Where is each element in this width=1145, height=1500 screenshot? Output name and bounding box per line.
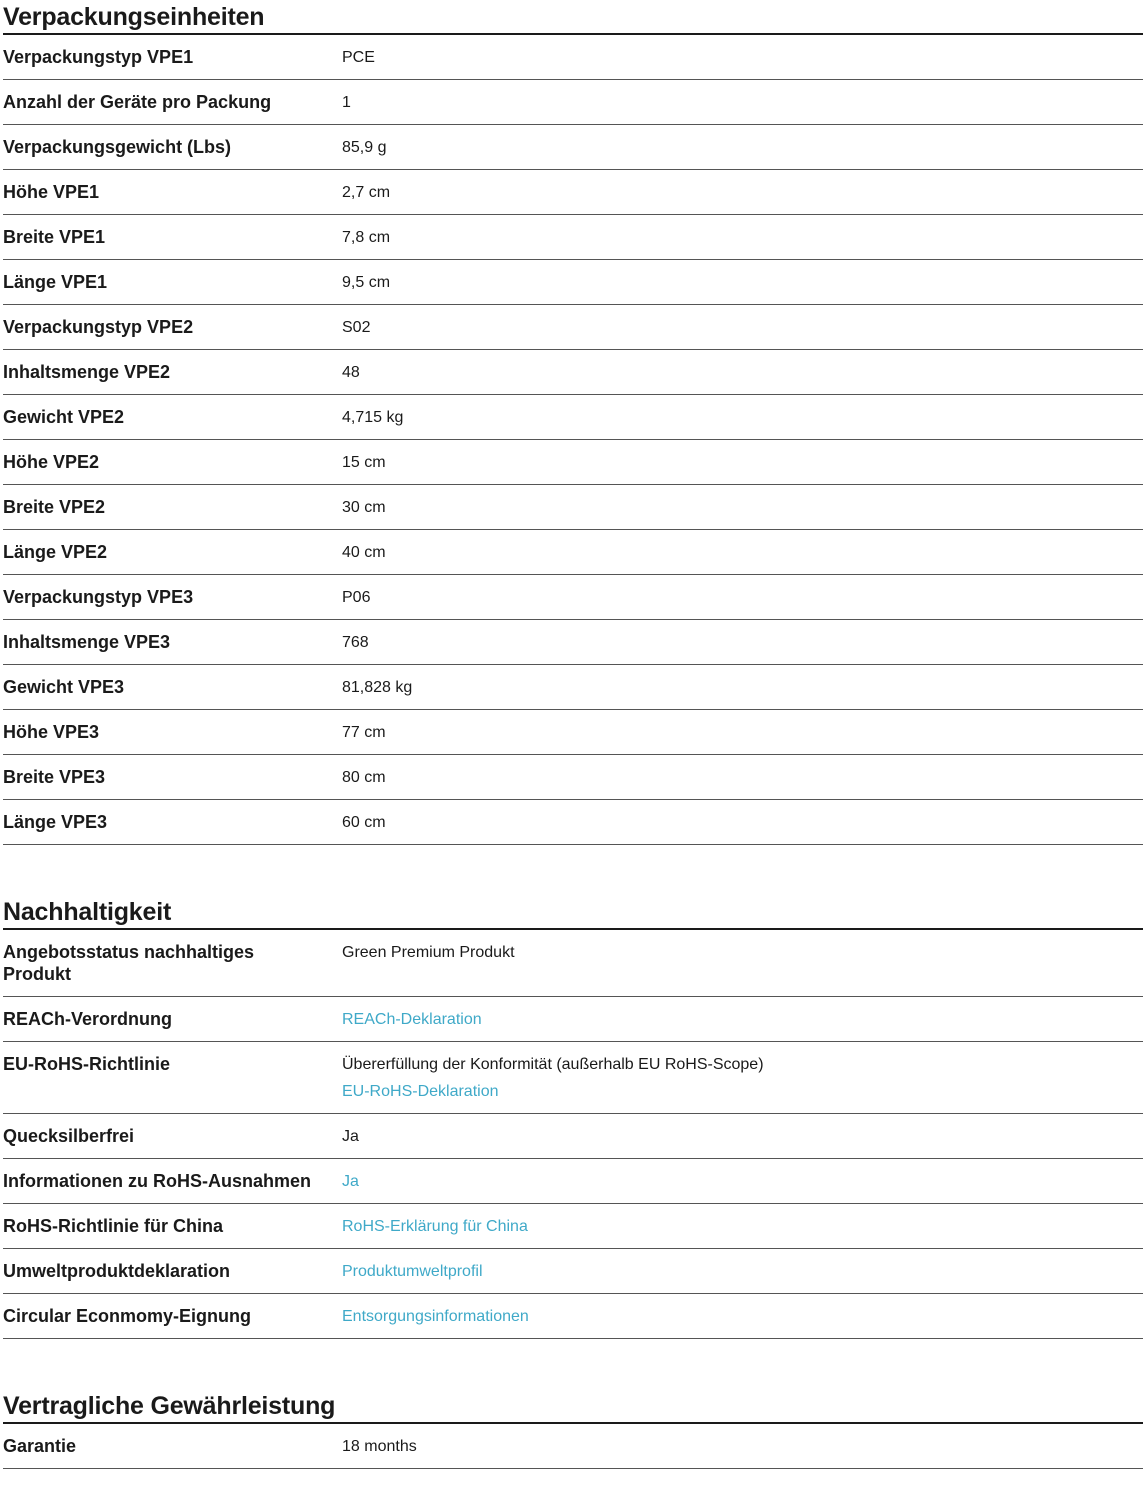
spec-label: EU-RoHS-Richtlinie xyxy=(3,1054,171,1074)
spec-label: Garantie xyxy=(3,1436,77,1456)
spec-label: Breite VPE2 xyxy=(3,497,106,517)
spec-value-cell xyxy=(342,91,1143,113)
spec-value-cell xyxy=(342,271,1143,293)
spec-row xyxy=(3,710,1143,755)
spec-value-cell xyxy=(342,1008,1143,1030)
spec-value-cell xyxy=(342,406,1143,428)
spec-label: Länge VPE2 xyxy=(3,542,108,562)
spec-label: Inhaltsmenge VPE2 xyxy=(3,362,171,382)
spec-row xyxy=(3,997,1143,1042)
spec-value-cell xyxy=(342,316,1143,338)
spec-row xyxy=(3,260,1143,305)
spec-row xyxy=(3,800,1143,845)
spec-section xyxy=(3,897,1143,1339)
spec-value: 77 cm xyxy=(342,724,386,741)
section-rows xyxy=(3,1424,1143,1469)
spec-row xyxy=(3,1114,1143,1159)
spec-link[interactable]: EU-RoHS-Deklaration xyxy=(342,1083,499,1100)
spec-row xyxy=(3,930,1143,997)
spec-value: 4,715 kg xyxy=(342,409,404,426)
spec-row xyxy=(3,755,1143,800)
spec-value-cell xyxy=(342,1215,1143,1237)
spec-row xyxy=(3,665,1143,710)
spec-label: Verpackungstyp VPE1 xyxy=(3,47,194,67)
section-title: Nachhaltigkeit xyxy=(3,897,1143,930)
spec-value: Green Premium Produkt xyxy=(342,944,515,961)
spec-row xyxy=(3,35,1143,80)
spec-row xyxy=(3,1042,1143,1114)
spec-value: 15 cm xyxy=(342,454,386,471)
spec-row xyxy=(3,530,1143,575)
spec-label: Quecksilberfrei xyxy=(3,1126,135,1146)
spec-value-cell xyxy=(342,136,1143,158)
spec-row xyxy=(3,1424,1143,1469)
spec-label: Umweltproduktdeklaration xyxy=(3,1261,231,1281)
spec-label: Circular Econmomy-Eignung xyxy=(3,1306,252,1326)
spec-value-cell xyxy=(342,586,1143,608)
spec-link[interactable]: Entsorgungsinformationen xyxy=(342,1308,529,1325)
spec-value: 1 xyxy=(342,94,351,111)
spec-row xyxy=(3,80,1143,125)
spec-value: 768 xyxy=(342,634,369,651)
spec-value: 40 cm xyxy=(342,544,386,561)
spec-label: Verpackungstyp VPE3 xyxy=(3,587,194,607)
spec-value: 80 cm xyxy=(342,769,386,786)
spec-value: 85,9 g xyxy=(342,139,387,156)
spec-value-cell xyxy=(342,631,1143,653)
spec-label: Verpackungsgewicht (Lbs) xyxy=(3,137,232,157)
spec-value-cell xyxy=(342,451,1143,473)
section-title: Vertragliche Gewährleistung xyxy=(3,1391,1143,1424)
spec-row xyxy=(3,350,1143,395)
spec-label: RoHS-Richtlinie für China xyxy=(3,1216,223,1236)
spec-value-cell xyxy=(342,1435,1143,1457)
spec-row xyxy=(3,620,1143,665)
spec-value-cell xyxy=(342,1125,1143,1147)
spec-row xyxy=(3,485,1143,530)
spec-value: 2,7 cm xyxy=(342,184,391,201)
spec-value: 60 cm xyxy=(342,814,386,831)
spec-label: Anzahl der Geräte pro Packung xyxy=(3,92,272,112)
spec-row xyxy=(3,305,1143,350)
spec-label: REACh-Verordnung xyxy=(3,1009,172,1029)
spec-value-cell xyxy=(342,361,1143,383)
spec-value-cell xyxy=(342,541,1143,563)
spec-value: 7,8 cm xyxy=(342,229,391,246)
spec-label: Breite VPE1 xyxy=(3,227,106,247)
spec-label: Höhe VPE1 xyxy=(3,182,100,202)
spec-label: Länge VPE3 xyxy=(3,812,108,832)
spec-label: Angebotsstatus nachhaltiges Produkt xyxy=(3,942,255,984)
spec-value-cell xyxy=(342,226,1143,248)
spec-value-cell xyxy=(342,676,1143,698)
spec-row xyxy=(3,170,1143,215)
spec-section xyxy=(3,2,1143,845)
spec-value: 9,5 cm xyxy=(342,274,391,291)
spec-value-cell xyxy=(342,941,1143,963)
spec-label: Breite VPE3 xyxy=(3,767,106,787)
spec-row xyxy=(3,440,1143,485)
section-title: Verpackungseinheiten xyxy=(3,2,1143,35)
spec-value: 81,828 kg xyxy=(342,679,413,696)
spec-value-cell xyxy=(342,1170,1143,1192)
spec-row xyxy=(3,1249,1143,1294)
section-rows xyxy=(3,35,1143,845)
spec-value-cell xyxy=(342,1260,1143,1282)
spec-row xyxy=(3,395,1143,440)
spec-row xyxy=(3,215,1143,260)
spec-value: PCE xyxy=(342,49,375,66)
spec-label: Gewicht VPE2 xyxy=(3,407,125,427)
spec-label: Länge VPE1 xyxy=(3,272,108,292)
spec-link[interactable]: Produktumweltprofil xyxy=(342,1263,483,1280)
spec-value-cell xyxy=(342,181,1143,203)
spec-value: 48 xyxy=(342,364,360,381)
spec-section xyxy=(3,1391,1143,1469)
spec-value-cell xyxy=(342,766,1143,788)
spec-label: Höhe VPE3 xyxy=(3,722,100,742)
spec-value-cell xyxy=(342,496,1143,518)
spec-value-cell xyxy=(342,1053,1143,1102)
spec-row xyxy=(3,1294,1143,1339)
spec-value: S02 xyxy=(342,319,371,336)
spec-value: 18 months xyxy=(342,1438,417,1455)
spec-value: 30 cm xyxy=(342,499,386,516)
spec-value-cell xyxy=(342,721,1143,743)
spec-value: Übererfüllung der Konformität (außerhalb EU RoHS-Scope) xyxy=(342,1056,764,1073)
spec-value-cell xyxy=(342,46,1143,68)
section-rows xyxy=(3,930,1143,1339)
spec-value-cell xyxy=(342,1305,1143,1327)
spec-value: P06 xyxy=(342,589,371,606)
spec-label: Informationen zu RoHS-Ausnahmen xyxy=(3,1171,312,1191)
spec-label: Verpackungstyp VPE2 xyxy=(3,317,194,337)
spec-link[interactable]: RoHS-Erklärung für China xyxy=(342,1218,528,1235)
spec-row xyxy=(3,1204,1143,1249)
spec-label: Inhaltsmenge VPE3 xyxy=(3,632,171,652)
spec-label: Gewicht VPE3 xyxy=(3,677,125,697)
spec-row xyxy=(3,125,1143,170)
spec-value-cell xyxy=(342,811,1143,833)
spec-link[interactable]: REACh-Deklaration xyxy=(342,1011,482,1028)
spec-link[interactable]: Ja xyxy=(342,1173,359,1190)
spec-label: Höhe VPE2 xyxy=(3,452,100,472)
spec-row xyxy=(3,575,1143,620)
spec-row xyxy=(3,1159,1143,1204)
spec-value: Ja xyxy=(342,1128,359,1145)
